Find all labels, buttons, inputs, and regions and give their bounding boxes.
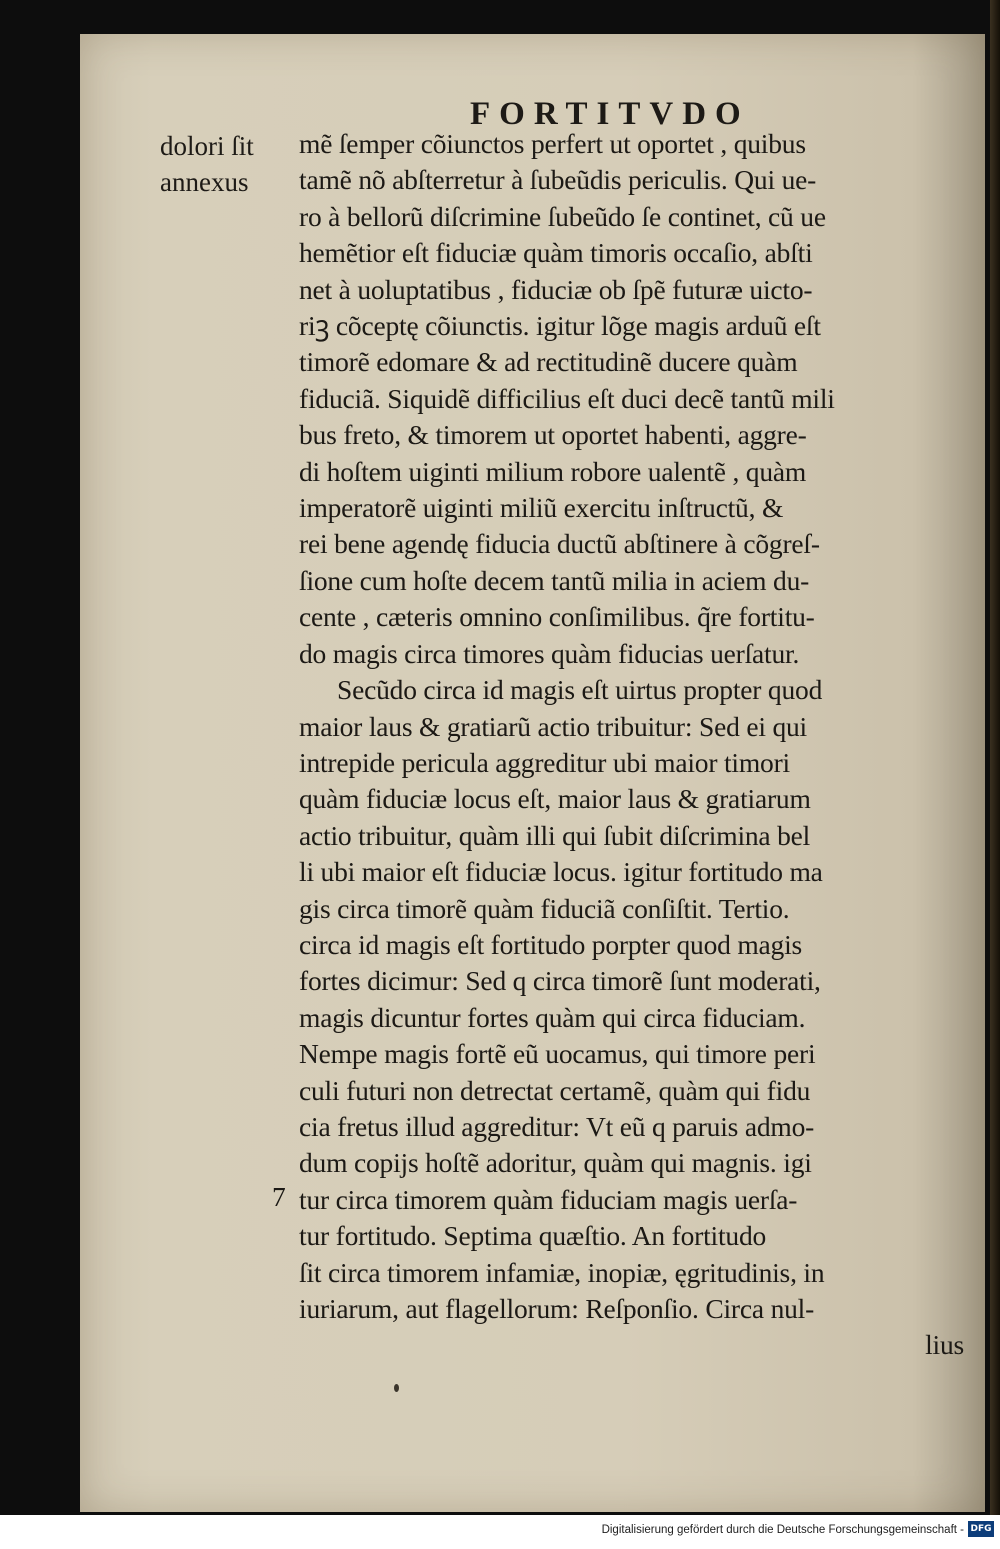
text-line: tur circa timorem quàm fiduciam magis uerſa-	[299, 1183, 798, 1215]
text-line: ſit circa timorem infamiæ, inopiæ, ęgritudinis, in	[299, 1256, 825, 1288]
funding-credit: Digitalisierung gefördert durch die Deutsche Forschungsgemeinschaft -	[601, 1524, 964, 1536]
text-line: circa id magis eſt fortitudo porpter quod magis	[299, 928, 803, 960]
text-line: maior laus & gratiarũ actio tribuitur: Sed ei qui	[299, 710, 807, 742]
margin-note-line: dolori ſit	[160, 131, 254, 161]
dfg-logo-icon: DFG	[968, 1521, 994, 1537]
text-line: timorẽ edomare & ad rectitudinẽ ducere quàm	[299, 346, 798, 378]
text-line: cia fretus illud aggreditur: Vt eũ q paruis admo-	[299, 1110, 815, 1142]
running-head: FORTITVDO	[470, 96, 750, 132]
text-line: Secũdo circa id magis eſt uirtus propter quod	[337, 674, 823, 706]
text-line: intrepide pericula aggreditur ubi maior timori	[299, 746, 790, 778]
text-line: fortes dicimur: Sed q circa timorẽ ſunt moderati,	[299, 965, 821, 997]
text-line: net à uoluptatibus , fiduciæ ob ſpẽ futuræ uicto-	[299, 273, 813, 305]
text-line: actio tribuitur, quàm illi qui ſubit diſcrimina bel	[299, 819, 811, 851]
catchword: lius	[925, 1329, 964, 1361]
margin-note-line: annexus	[160, 167, 249, 197]
text-line: dum copijs hoſtẽ adoritur, quàm qui magnis. igi	[299, 1147, 812, 1179]
text-line: ſione cum hoſte decem tantũ milia in aciem du-	[299, 564, 810, 596]
text-line: gis circa timorẽ quàm fiduciã conſiſtit. Tertio.	[299, 892, 790, 924]
text-line: hemẽtior eſt fiduciæ quàm timoris occaſio, abſti	[299, 237, 813, 269]
text-line: quàm fiduciæ locus eſt, maior laus & gratiarum	[299, 783, 811, 815]
text-line: riꝫ cõceptę cõiunctis. igitur lõge magis arduũ eſt	[299, 310, 821, 342]
text-line: tamẽ nõ abſterretur à ſubeũdis periculis. Qui ue-	[299, 164, 817, 196]
text-line: cente , cæteris omnino conſimilibus. q̃re fortitu-	[299, 601, 815, 633]
text-line: imperatorẽ uiginti miliũ exercitu inſtructũ, &	[299, 492, 784, 524]
text-line: magis dicuntur fortes quàm qui circa fiduciam.	[299, 1001, 806, 1033]
text-line: Nempe magis fortẽ eũ uocamus, qui timore peri	[299, 1038, 816, 1070]
margin-note	[160, 128, 254, 200]
text-line: do magis circa timores quàm fiducias uerſatur.	[299, 637, 800, 669]
text-line: tur fortitudo. Septima quæſtio. An fortitudo	[299, 1220, 767, 1252]
text-line: iuriarum, aut flagellorum: Reſponſio. Circa nul-	[299, 1293, 815, 1324]
text-line: fiduciã. Siquidẽ difficilius eſt duci decẽ tantũ mili	[299, 382, 835, 414]
line-number: 7	[272, 1181, 286, 1212]
text-line: bus freto, & timorem ut oportet habenti, aggre-	[299, 419, 807, 451]
text-line: mẽ ſemper cõiunctos perfert ut oportet , quibus	[299, 128, 806, 159]
text-line: ro à bellorũ diſcrimine ſubeũdo ſe continet, cũ ue	[299, 200, 826, 232]
ink-speck	[394, 1384, 399, 1392]
book-spine-edge	[990, 0, 1000, 1515]
text-line: rei bene agendę fiducia ductũ abſtinere à cõgreſ-	[299, 528, 820, 560]
body-text	[299, 126, 984, 1364]
text-line: di hoſtem uiginti milium robore ualentẽ , quàm	[299, 455, 807, 487]
text-line: li ubi maior eſt fiduciæ locus. igitur fortitudo ma	[299, 856, 823, 888]
text-line: culi futuri non detrectat certamẽ, quàm qui fidu	[299, 1074, 811, 1106]
